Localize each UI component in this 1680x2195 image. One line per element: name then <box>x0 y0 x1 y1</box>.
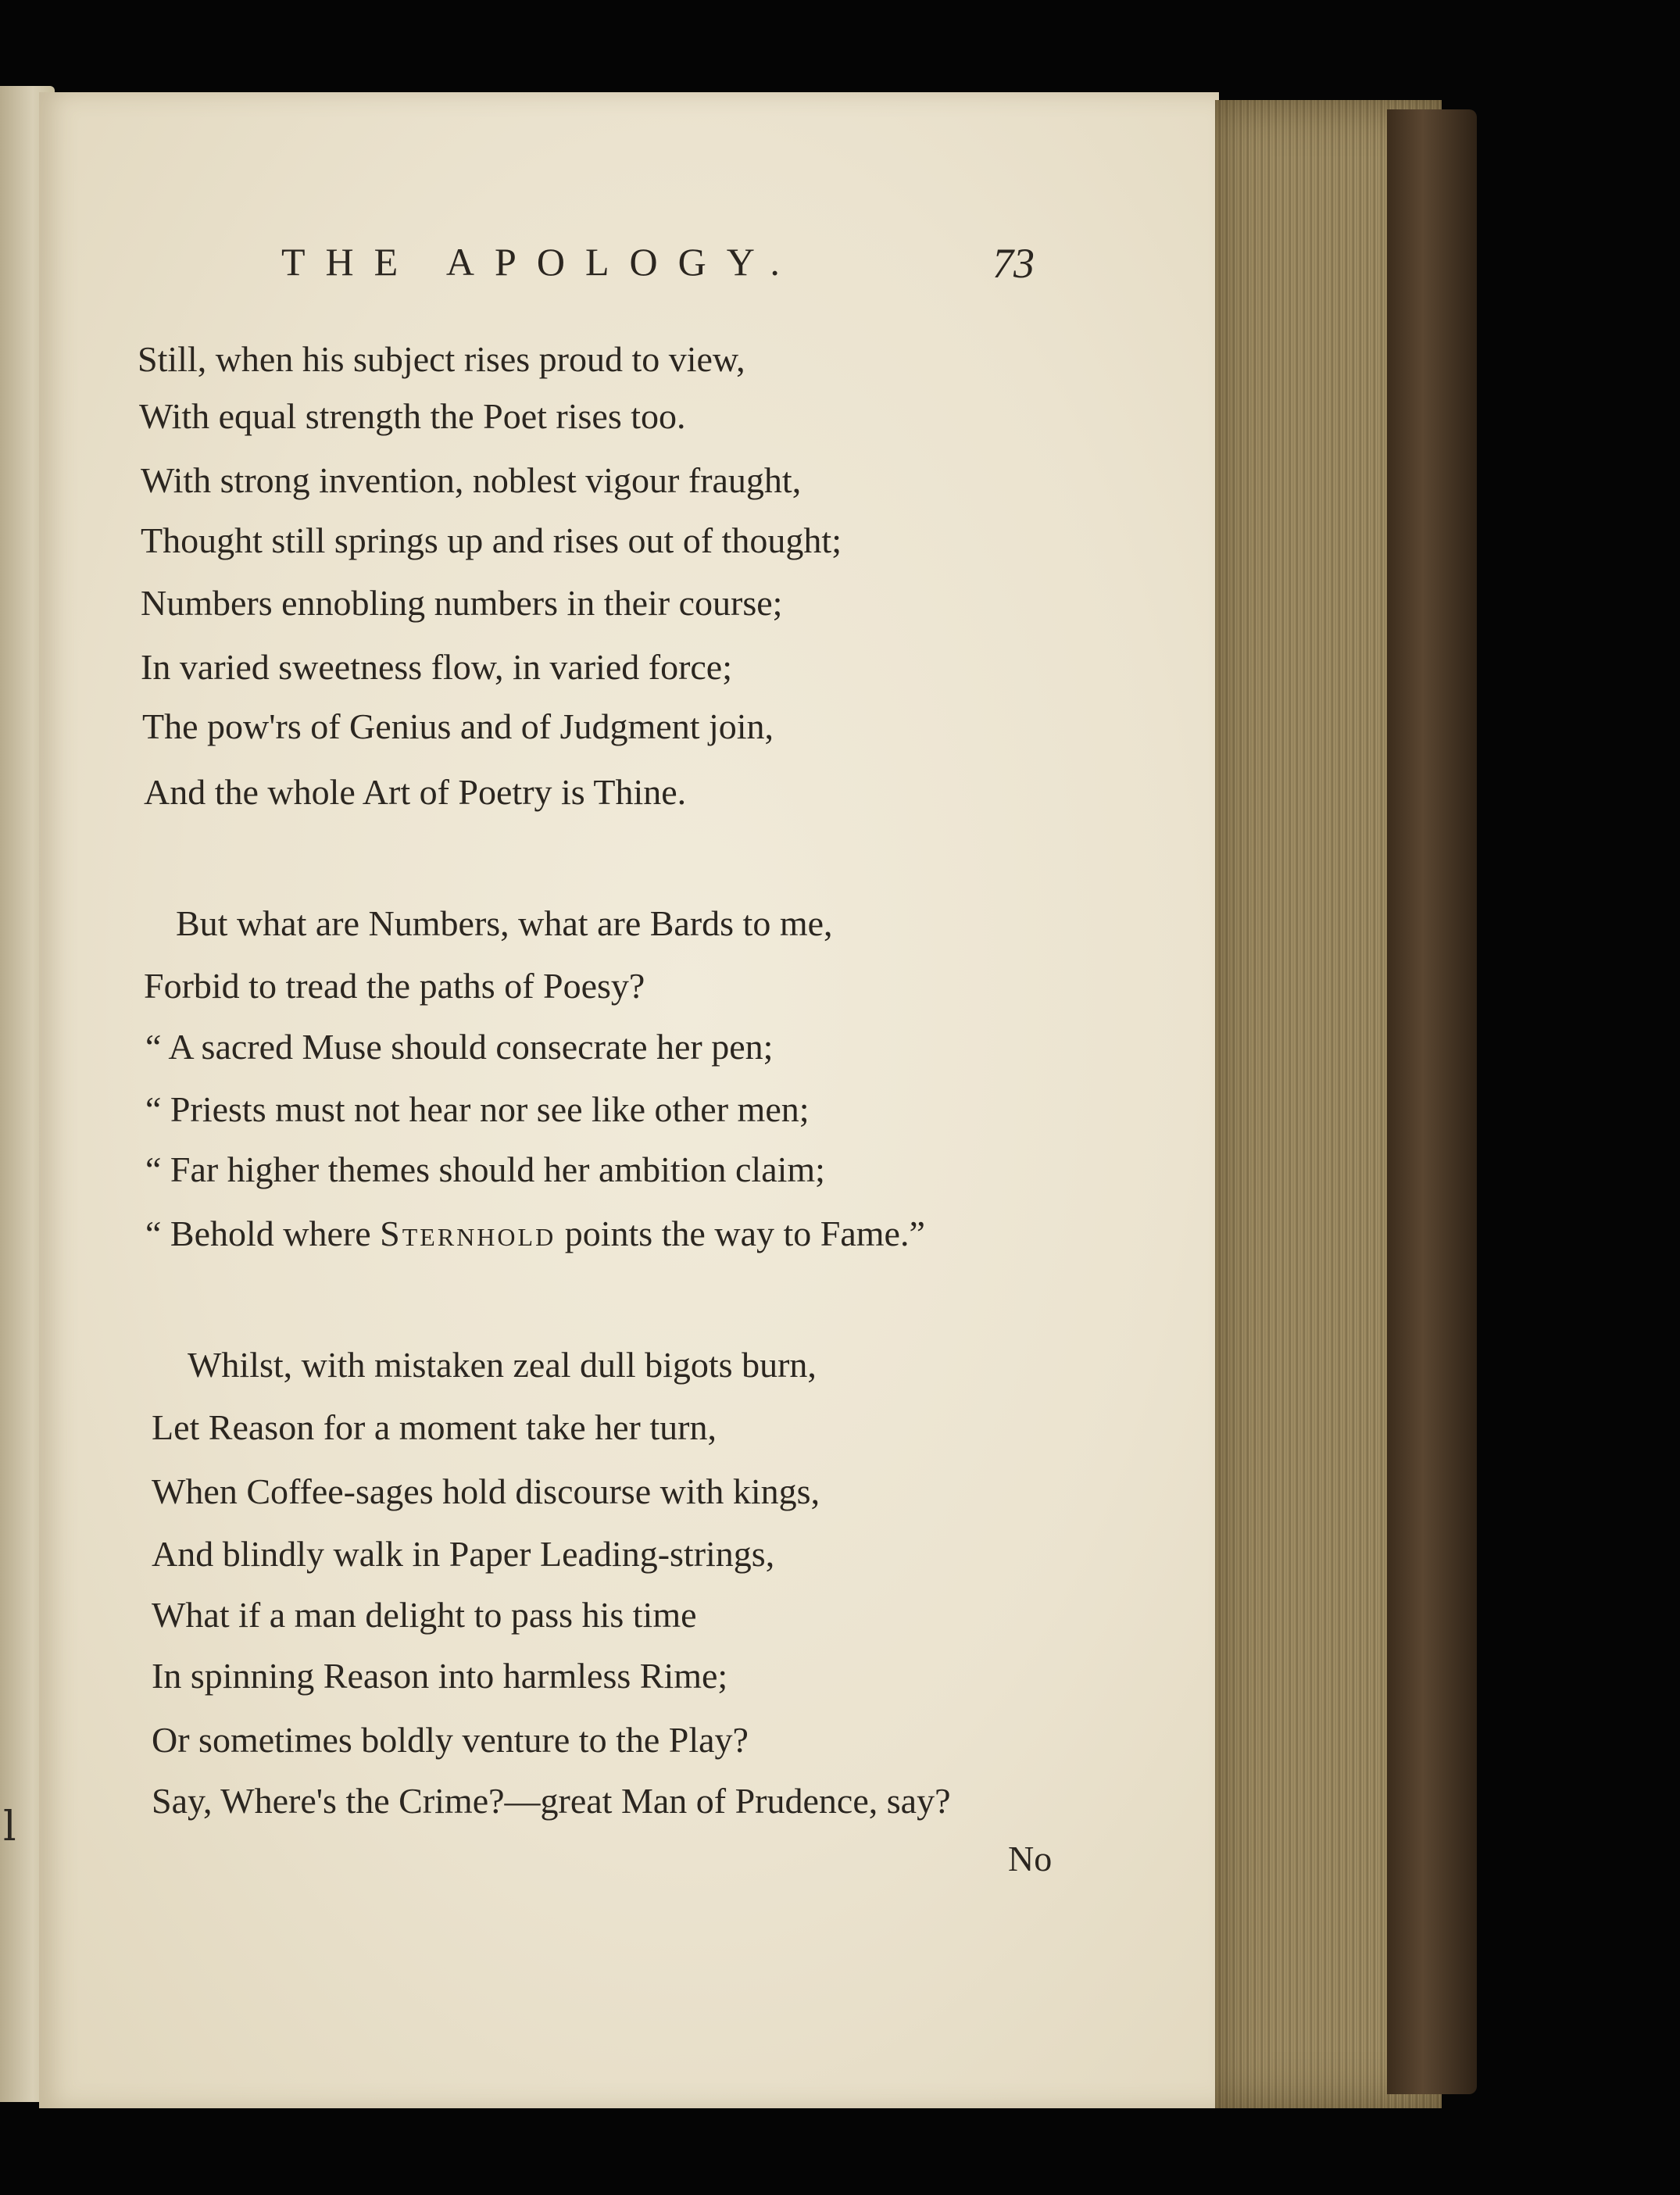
verse-line: In spinning Reason into harmless Rime; <box>152 1656 728 1696</box>
verse-line: And blindly walk in Paper Leading-strings, <box>152 1534 775 1574</box>
verse-line: “ Priests must not hear nor see like other men; <box>145 1089 810 1129</box>
verse-line: The pow'rs of Genius and of Judgment join, <box>142 706 774 746</box>
verse-line: In varied sweetness flow, in varied force; <box>141 647 733 687</box>
verse-line: But what are Numbers, what are Bards to me, <box>176 903 833 943</box>
verse-line: Numbers ennobling numbers in their course; <box>141 583 783 623</box>
page-number: 73 <box>992 240 1035 287</box>
verse-line: Thought still springs up and rises out of thought; <box>141 520 842 560</box>
verse-line: Let Reason for a moment take her turn, <box>152 1407 717 1447</box>
verse-line: When Coffee-sages hold discourse with kings, <box>152 1471 820 1511</box>
verse-line: Still, when his subject rises proud to view, <box>138 339 745 379</box>
verse-line: “ A sacred Muse should consecrate her pen; <box>145 1027 774 1067</box>
verse-line: “ Far higher themes should her ambition claim; <box>145 1149 825 1189</box>
verse-line: Forbid to tread the paths of Poesy? <box>144 966 645 1006</box>
catchword: No <box>1008 1839 1053 1879</box>
verse-line: What if a man delight to pass his time <box>152 1595 697 1635</box>
verse-line: Or sometimes boldly venture to the Play? <box>152 1720 749 1760</box>
verse-line-start: “ Behold where <box>145 1214 371 1253</box>
verse-line: Whilst, with mistaken zeal dull bigots burn, <box>188 1345 817 1385</box>
verse-line: With equal strength the Poet rises too. <box>139 396 686 436</box>
sternhold-name: Sternhold <box>380 1214 556 1253</box>
running-head: THE APOLOGY. <box>281 240 800 284</box>
facing-page-fragment: l <box>3 1804 16 1850</box>
verse-line-end: points the way to Fame.” <box>564 1214 925 1253</box>
verse-line: With strong invention, noblest vigour fraught, <box>141 460 802 500</box>
verse-line: And the whole Art of Poetry is Thine. <box>144 772 687 812</box>
book-cover-board <box>1387 109 1477 2094</box>
verse-line: Say, Where's the Crime?—great Man of Prudence, say? <box>152 1781 951 1821</box>
verse-line <box>145 1213 925 1254</box>
